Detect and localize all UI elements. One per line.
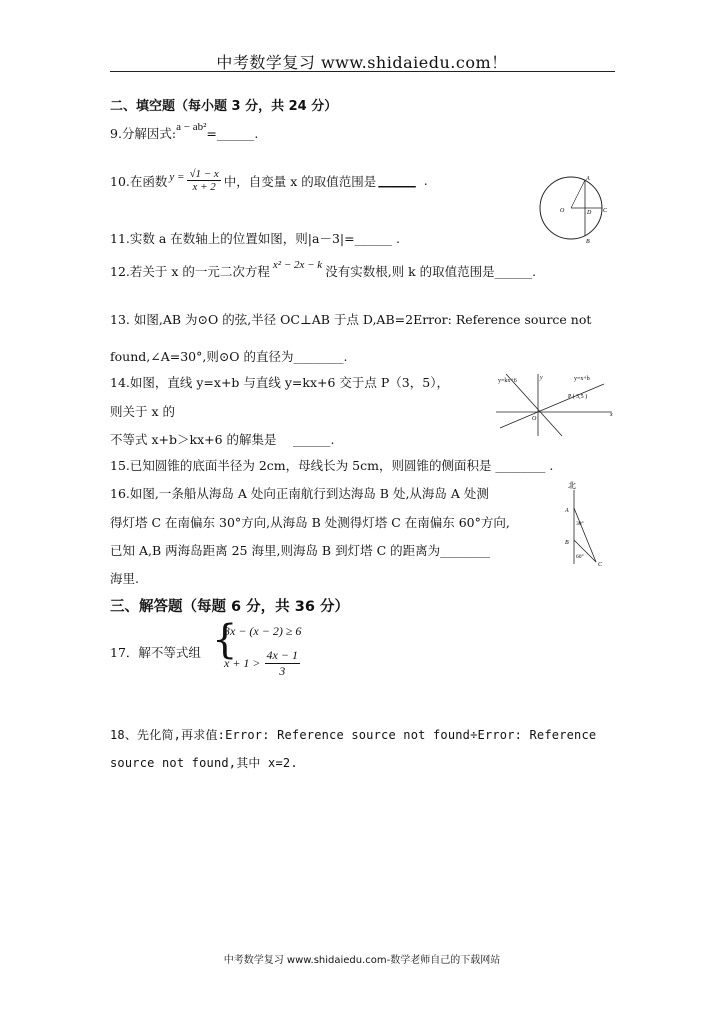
label-x-axis: x bbox=[610, 412, 613, 418]
q17-inequality-2 bbox=[224, 648, 300, 679]
question-17-label: 17．解不等式组 bbox=[110, 645, 201, 660]
q10-fraction bbox=[187, 168, 220, 193]
question-12 bbox=[110, 259, 537, 280]
question-14-line-1: 14.如图，直线 y=x+b 与直线 y=kx+6 交于点 P（3，5）， bbox=[110, 375, 449, 390]
label-line-left: y=kx+6 bbox=[498, 378, 517, 384]
question-18-line-1: 18、先化简,再求值:Error: Reference source not found÷Error: Reference bbox=[110, 728, 597, 742]
question-10 bbox=[110, 168, 428, 193]
navigation-figure bbox=[560, 478, 620, 570]
q9-expression: a − ab² bbox=[176, 121, 207, 133]
question-14-line-3: 不等式 x+b＞kx+6 的解集是 ______. bbox=[110, 432, 335, 447]
circle-figure bbox=[535, 172, 617, 244]
question-13-line-2: found,∠A=30°,则⊙O 的直径为________. bbox=[110, 349, 348, 364]
section-2-title: 二、填空题（每小题 3 分，共 24 分） bbox=[110, 99, 338, 114]
question-16-line-1: 16.如图,一条船从海岛 A 处向正南航行到达海岛 B 处,从海岛 A 处测 bbox=[110, 486, 489, 501]
section-3-title: 三、解答题（每题 6 分，共 36 分） bbox=[110, 599, 349, 615]
q10-denominator: x + 2 bbox=[192, 181, 216, 193]
q10-numerator: √1 − x bbox=[189, 168, 219, 180]
label-line-right: y=x+b bbox=[574, 376, 590, 382]
circle-label-a: A bbox=[586, 176, 590, 182]
brace: { bbox=[212, 617, 238, 663]
q12-expression: x² − 2x − k bbox=[272, 259, 323, 271]
q12-prefix: 12.若关于 x 的一元二次方程 bbox=[110, 264, 270, 279]
q10-blank: ______ bbox=[378, 173, 416, 188]
question-16-line-4: 海里. bbox=[110, 571, 139, 586]
question-16-line-2: 得灯塔 C 在南偏东 30°方向,从海岛 B 处测得灯塔 C 在南偏东 60°方向, bbox=[110, 515, 510, 530]
question-18-line-2: source not found,其中 x=2. bbox=[110, 756, 298, 770]
circle-label-o: O bbox=[560, 208, 565, 214]
q10-end: . bbox=[423, 173, 428, 188]
label-lighthouse-c: C bbox=[598, 562, 603, 568]
label-island-a: A bbox=[565, 508, 569, 514]
label-island-b: B bbox=[565, 540, 569, 546]
question-16-line-3: 已知 A,B 两海岛距离 25 海里,则海岛 B 到灯塔 C 的距离为________ bbox=[110, 543, 491, 558]
q9-suffix: =______. bbox=[206, 126, 259, 141]
lines-graph-figure bbox=[496, 372, 616, 438]
circle-label-d: D bbox=[587, 210, 592, 216]
circle-label-b: B bbox=[586, 239, 590, 244]
q17-ineq2-numerator: 4x − 1 bbox=[266, 648, 298, 662]
question-13-line-1: 13. 如图,AB 为⊙O 的弦,半径 OC⊥AB 于点 D,AB=2Error: Reference source not bbox=[110, 312, 592, 327]
question-14-line-2: 则关于 x 的 bbox=[110, 404, 175, 419]
line-x-plus-b bbox=[500, 384, 604, 428]
q10-prefix: 10.在函数 bbox=[110, 173, 168, 189]
q17-ineq2-denominator: 3 bbox=[279, 664, 286, 678]
question-9 bbox=[110, 121, 259, 142]
circle-label-c: C bbox=[603, 208, 608, 214]
label-angle-60: 60° bbox=[576, 554, 584, 560]
q17-ineq2-left: x + 1 > bbox=[224, 656, 261, 670]
radius-oa bbox=[571, 180, 585, 208]
label-angle-30: 30° bbox=[576, 521, 584, 527]
q10-middle: 中，自变量 x 的取值范围是 bbox=[223, 173, 377, 189]
label-origin: O bbox=[532, 416, 537, 422]
q9-prefix: 9.分解因式: bbox=[110, 126, 177, 141]
q10-y: y = bbox=[169, 170, 185, 183]
q17-inequality-1: 3x − (x − 2) ≥ 6 bbox=[224, 624, 302, 638]
label-north: 北 bbox=[568, 481, 576, 490]
page-footer: 中考数学复习 www.shidaiedu.com-数学老师自己的下载网站 bbox=[223, 955, 501, 966]
header-divider bbox=[110, 71, 615, 72]
q12-suffix: 没有实数根,则 k 的取值范围是______. bbox=[325, 264, 537, 279]
question-11: 11.实数 a 在数轴上的位置如图，则|a－3|=______ . bbox=[110, 231, 401, 246]
label-point-p: P ( 3,5 ) bbox=[568, 394, 588, 400]
question-15: 15.已知圆锥的底面半径为 2cm，母线长为 5cm，则圆锥的侧面积是 ________ . bbox=[110, 458, 554, 473]
page-header-title: 中考数学复习 www.shidaiedu.com！ bbox=[216, 53, 508, 72]
q17-ineq2-fraction bbox=[265, 648, 300, 679]
label-y-axis: y bbox=[540, 375, 543, 381]
